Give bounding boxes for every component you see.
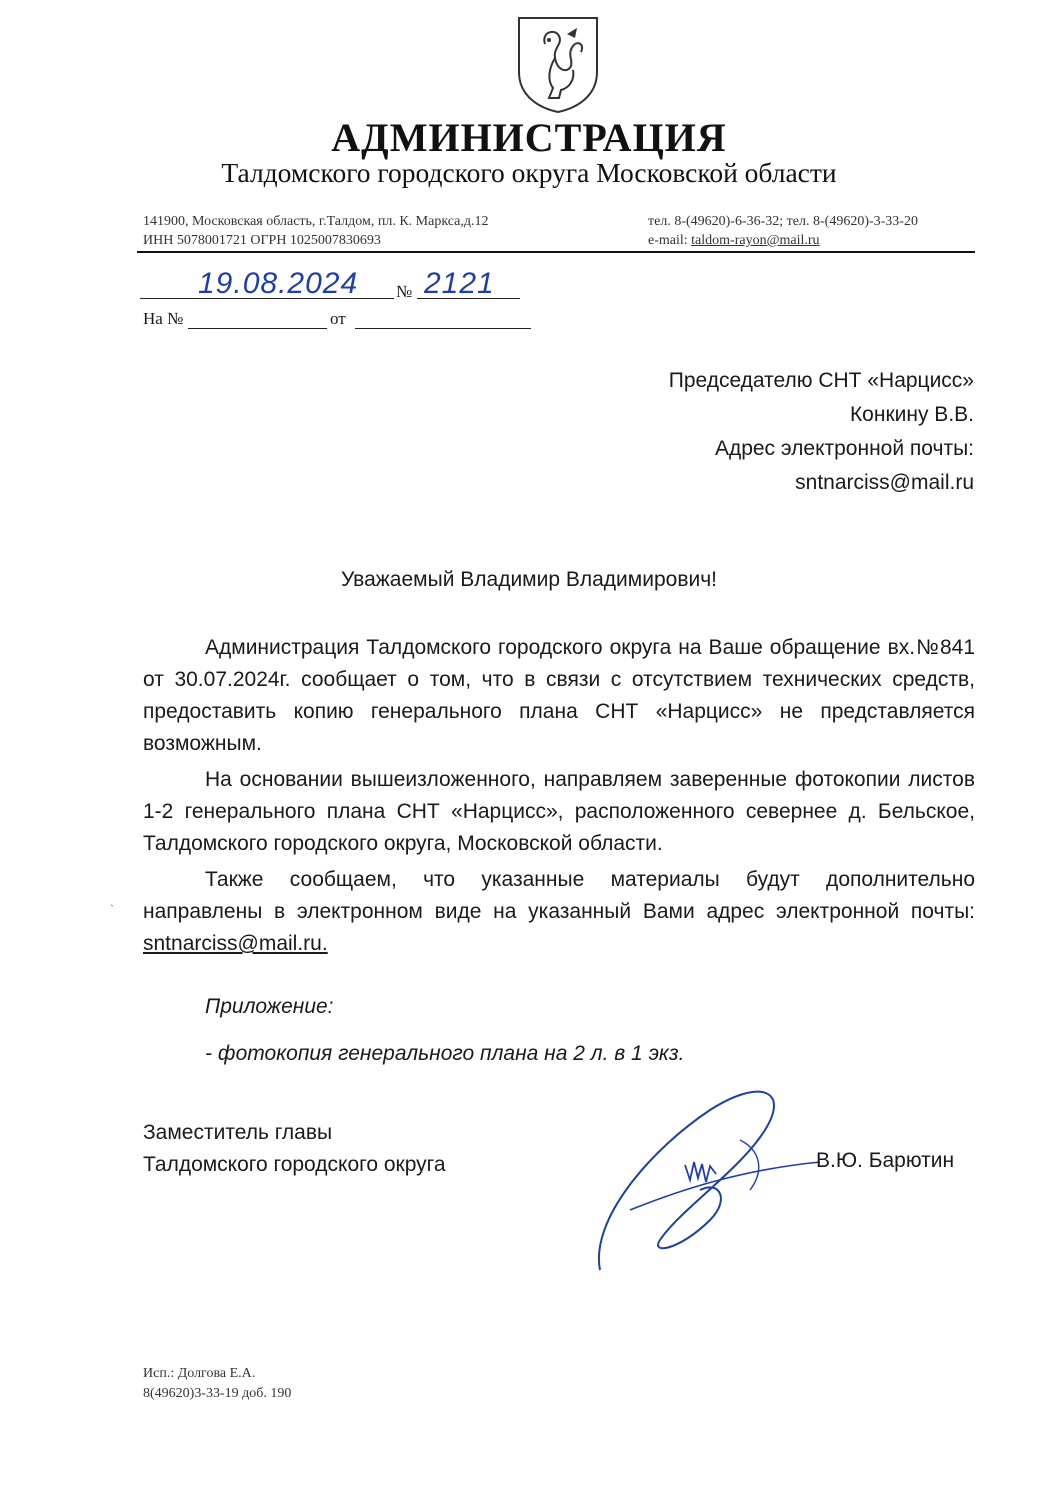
attachment-title: Приложение:: [205, 995, 334, 1018]
handwritten-date: 19.08.2024: [198, 267, 359, 300]
executor-phone: 8(49620)3-33-19 доб. 190: [143, 1386, 292, 1401]
header-divider: [137, 251, 975, 253]
reference-number-label: На №: [143, 309, 184, 328]
recipient-name: Конкину В.В.: [849, 403, 974, 426]
handwritten-number: 2121: [424, 267, 495, 300]
body-email-link[interactable]: sntnarciss@mail.ru.: [143, 932, 328, 955]
contact-block: [648, 212, 918, 250]
scan-mark: `: [110, 902, 114, 916]
email-label: e-mail:: [648, 233, 692, 248]
number-label: №: [396, 282, 413, 301]
body-paragraph-2: На основании вышеизложенного, направляем заверенные фотокопии листов 1-2 генерального плана СНТ «Нарцисс», расположенного севернее д. Бельское, Талдомского городского округа, Московской области.: [143, 768, 975, 855]
registration-numbers: ИНН 5078001721 ОГРН 1025007830693: [143, 233, 381, 248]
coat-of-arms-emblem: [515, 14, 601, 114]
address-block: [143, 212, 489, 250]
executor-name: Исп.: Долгова Е.А.: [143, 1366, 256, 1381]
body-paragraph-3-text: Также сообщаем, что указанные материалы будут дополнительно направлены в электронном виде на указанный Вами адрес электронной почты:: [143, 868, 975, 923]
attachment-item: - фотокопия генерального плана на 2 л. в 1 экз.: [205, 1042, 685, 1065]
signatory-position-line1: Заместитель главы: [143, 1121, 333, 1144]
salutation: Уважаемый Владимир Владимирович!: [341, 568, 717, 591]
recipient-block: [669, 364, 974, 500]
reference-date-underline: [355, 328, 531, 329]
recipient-position: Председателю СНТ «Нарцисс»: [668, 369, 974, 392]
signatory-position: [143, 1117, 446, 1181]
recipient-email-label: Адрес электронной почты:: [714, 437, 974, 460]
reference-date-label: от: [330, 309, 346, 328]
recipient-email: sntnarciss@mail.ru: [795, 471, 974, 494]
email-line: [648, 231, 918, 250]
signatory-position-line2: Талдомского городского округа: [143, 1153, 446, 1176]
phone-numbers: тел. 8-(49620)-6-36-32; тел. 8-(49620)-3-33-20: [648, 214, 918, 229]
organization-title: АДМИНИСТРАЦИЯ: [331, 115, 727, 160]
body-paragraph-3: [143, 864, 975, 960]
organization-subtitle: Талдомского городского округа Московской области: [221, 157, 837, 188]
signatory-name: В.Ю. Барютин: [816, 1149, 955, 1172]
body-paragraph-1: Администрация Талдомского городского округа на Ваше обращение вх.№841 от 30.07.2024г. сообщает о том, что в связи с отсутствием технических средств, предоставить копию генерального плана СНТ «Нарцисс» не представляется возможным.: [143, 636, 975, 755]
handwritten-signature: [590, 1070, 830, 1280]
postal-address: 141900, Московская область, г.Талдом, пл. К. Маркса,д.12: [143, 214, 489, 229]
executor-block: [143, 1364, 291, 1404]
organization-email-link[interactable]: taldom-rayon@mail.ru: [691, 233, 820, 248]
reference-number-underline: [188, 328, 327, 329]
